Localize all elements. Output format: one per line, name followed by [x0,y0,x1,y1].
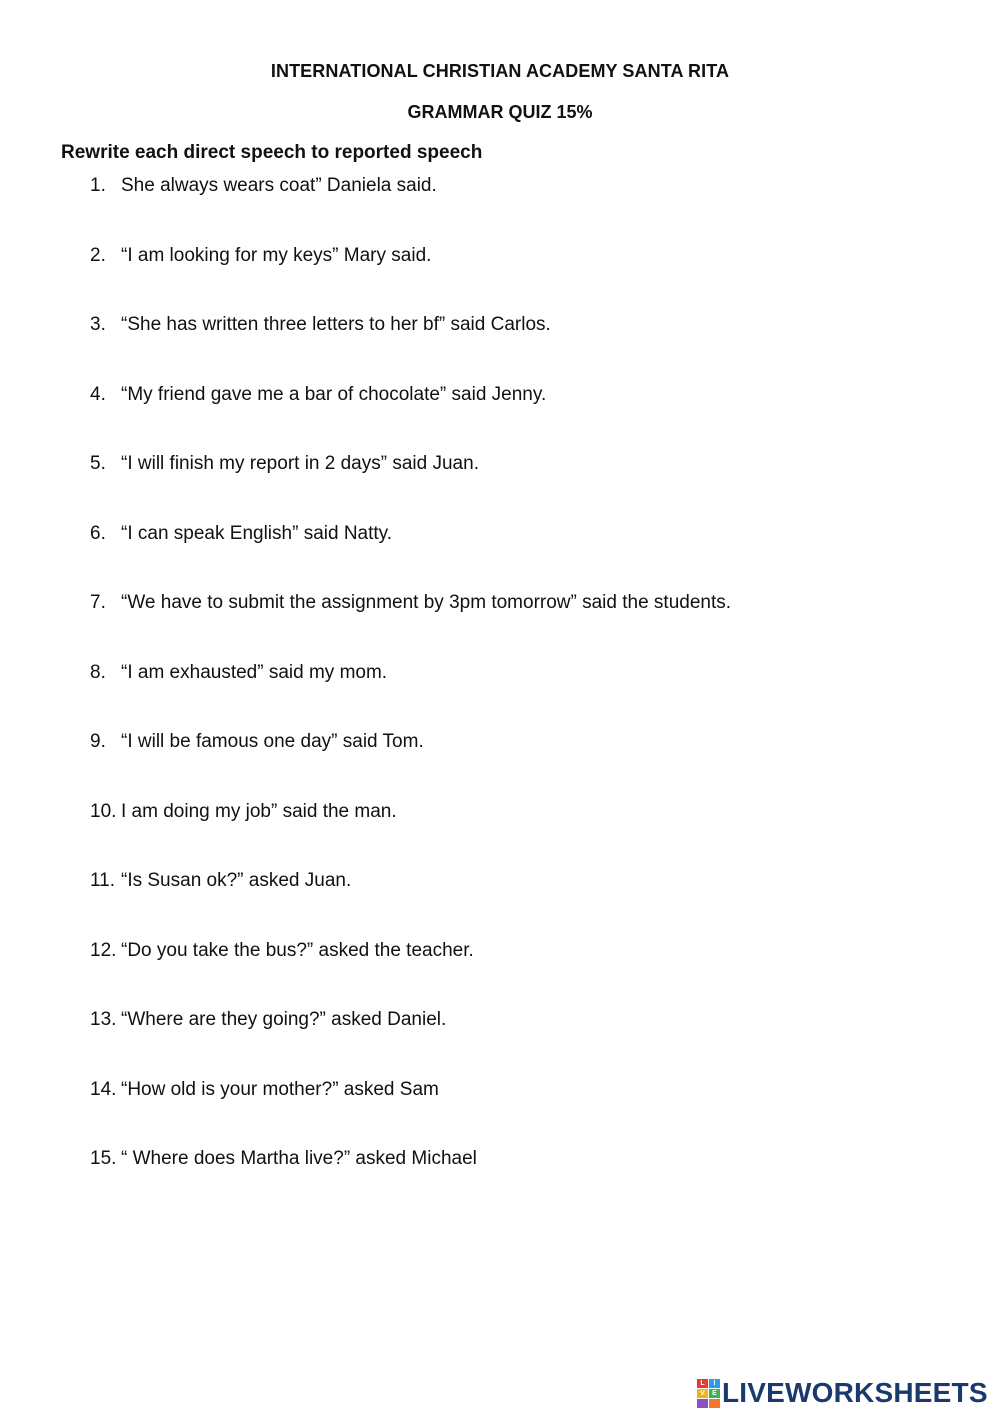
question-text: “Where are they going?” asked Daniel. [121,1009,447,1030]
question-text: “Do you take the bus?” asked the teacher. [121,939,474,961]
question-list [0,175,1000,1218]
logo-icon-square: L [697,1379,708,1388]
question-number: 12. [90,939,117,961]
question-item [0,662,1000,732]
question-item [0,870,1000,940]
question-item [0,940,1000,1010]
question-text: “I can speak English” said Natty. [121,522,393,544]
question-number: 9. [90,731,106,752]
question-item [0,1079,1000,1149]
question-number: 11. [90,870,116,891]
question-text: “I will finish my report in 2 days” said Juan. [121,453,479,474]
question-item [0,175,1000,245]
question-number: 1. [90,175,106,196]
question-number: 7. [90,592,106,613]
question-number: 5. [90,453,106,474]
logo-icon-square: E [709,1389,720,1398]
question-item [0,314,1000,384]
question-number: 6. [90,522,106,544]
question-text: “We have to submit the assignment by 3pm tomorrow” said the students. [121,592,732,613]
instructions: Rewrite each direct speech to reported speech [61,142,483,163]
question-item [0,801,1000,871]
liveworksheets-logo-icon [697,1379,719,1407]
question-text: I am doing my job” said the man. [121,800,397,822]
question-text: “How old is your mother?” asked Sam [121,1078,439,1100]
liveworksheets-logo [697,1377,988,1409]
question-number: 10. [90,800,117,822]
question-number: 15. [90,1148,117,1169]
question-item [0,453,1000,523]
school-name: INTERNATIONAL CHRISTIAN ACADEMY SANTA RITA [270,61,730,81]
logo-icon-square: I [709,1379,720,1388]
quiz-title: GRAMMAR QUIZ 15% [407,102,593,122]
liveworksheets-logo-text: LIVEWORKSHEETS [722,1377,988,1408]
question-text: She always wears coat” Daniela said. [121,175,437,196]
question-number: 2. [90,244,106,266]
question-text: “I am looking for my keys” Mary said. [121,244,432,266]
question-item [0,1009,1000,1079]
question-number: 4. [90,383,106,405]
question-item [0,1148,1000,1218]
question-item [0,245,1000,315]
logo-icon-square: V [697,1389,708,1398]
question-text: “She has written three letters to her bf” said Carlos. [121,314,551,335]
logo-icon-square [709,1399,720,1408]
question-item [0,523,1000,593]
question-text: “My friend gave me a bar of chocolate” said Jenny. [121,383,547,405]
question-number: 13. [90,1009,117,1030]
logo-icon-square [697,1399,708,1408]
question-text: “I am exhausted” said my mom. [121,661,388,683]
question-item [0,384,1000,454]
question-text: “Is Susan ok?” asked Juan. [121,870,352,891]
question-text: “I will be famous one day” said Tom. [121,731,424,752]
question-item [0,592,1000,662]
question-item [0,731,1000,801]
question-number: 3. [90,314,106,335]
question-text: “ Where does Martha live?” asked Michael [121,1148,477,1169]
question-number: 14. [90,1078,117,1100]
question-number: 8. [90,661,106,683]
